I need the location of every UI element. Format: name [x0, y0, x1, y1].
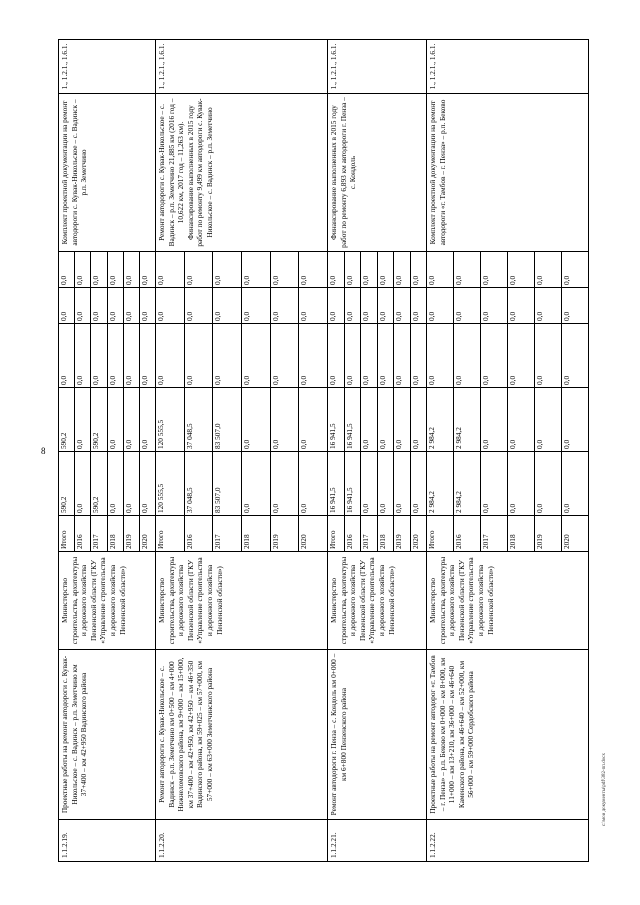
- total-cell: 0,0: [299, 503, 309, 513]
- c3-cell: 0,0: [299, 375, 309, 385]
- years-cell: Итого: [156, 516, 185, 551]
- c4-cell: 0,0: [410, 311, 420, 321]
- col-total: [328, 452, 427, 516]
- years-cell: 2020: [410, 534, 420, 549]
- total-cell: 0,0: [108, 452, 124, 515]
- c3-cell: 0,0: [394, 324, 411, 387]
- years-cell: 2018: [378, 516, 395, 551]
- row-description: Проектные работы на ремонт автодороги с. Кувак-Никольское – с. Вадинск – р.п. Земетчино км 37+400 – км 42+950 Вадинского района: [59, 650, 156, 820]
- col-years: [59, 516, 156, 552]
- c2-cell: 0,0: [481, 388, 508, 451]
- years-cell: Итого: [59, 516, 75, 551]
- c3-cell: 0,0: [454, 324, 481, 387]
- years-cell: 2017: [91, 516, 107, 551]
- c2-cell: 0,0: [75, 388, 91, 451]
- c3-cell: 0,0: [361, 324, 378, 387]
- c3-cell: 0,0: [185, 324, 214, 387]
- c2-list: [156, 388, 327, 451]
- c3-cell: 0,0: [59, 324, 75, 387]
- years-list: [156, 516, 327, 551]
- c4-cell: 0,0: [59, 288, 75, 323]
- row-description: Ремонт автодороги с. Кувак-Никольское – с. Вадинск – р.п. Земетчино км 0+500 – км 4+000 Нижнеломовского района, км 9+000 – км 15+000, км 37+400 – км 42+950, км 42+950 – км 46+350 Вадинского района, км 59+025 – км 57+000, км 57+000 – км 63+000 Земетчинского района: [156, 650, 328, 820]
- c3-list: [427, 324, 588, 387]
- col-c3: [156, 324, 328, 388]
- total-cell: 590,2: [59, 452, 75, 515]
- c4-cell: 0,0: [185, 288, 214, 323]
- c3-list: [156, 324, 327, 387]
- total-list: [156, 452, 327, 515]
- col-total: [156, 452, 328, 516]
- row-description: Проектные работы на ремонт автодорог «г. Тамбов – г. Пенза» – р.п. Бековo км 0+000 – км 8+000, км 11+000 – км 13+210, км 36+000 – км 46+640 Каменского района, км 46+640 – км 52+000, км 56+000 – км 59+000 Сердобского района: [427, 650, 589, 820]
- c3-cell: 0,0: [271, 324, 300, 387]
- row-number: 1.1.2.21.: [328, 820, 427, 862]
- c2-list: [328, 388, 426, 451]
- total-list: [328, 452, 426, 515]
- c4-cell: 0,0: [427, 288, 454, 323]
- c4-list: [427, 288, 588, 323]
- c5-cell: 0,0: [454, 252, 481, 287]
- c2-list: [427, 388, 588, 451]
- years-cell: Итого: [427, 516, 454, 551]
- row-link: 1., 1.2.1., 1.6.1.: [328, 40, 427, 94]
- c3-cell: 0,0: [242, 324, 271, 387]
- total-list: [427, 452, 588, 515]
- col-c2: [156, 388, 328, 452]
- years-list: [427, 516, 588, 551]
- col-total: [59, 452, 156, 516]
- total-cell: 37 048,5: [185, 452, 214, 515]
- c3-cell: 0,0: [378, 324, 395, 387]
- years-cell: 2020: [562, 534, 571, 549]
- total-cell: 0,0: [378, 452, 395, 515]
- c3-cell: 0,0: [75, 324, 91, 387]
- c4-cell: 0,0: [454, 288, 481, 323]
- row-number: 1.1.2.22.: [427, 820, 589, 862]
- c2-cell: 590,2: [59, 388, 75, 451]
- years-cell: 2016: [345, 516, 362, 551]
- col-years: [328, 516, 427, 552]
- row-result: Комплект проектной документации на ремонт автодороги «г. Тамбов – г. Пенза» – р.п. Бековo: [427, 94, 589, 252]
- c5-cell: 0,0: [108, 252, 124, 287]
- c4-list: [156, 288, 327, 323]
- c5-cell: 0,0: [427, 252, 454, 287]
- years-cell: 2018: [108, 516, 124, 551]
- total-cell: 0,0: [75, 452, 91, 515]
- c2-cell: 37 048,5: [185, 388, 214, 451]
- row-result: Ремонт автодороги с. Кувак-Никольское – с. Вадинск – р.п. Земетчино 21,885 км (2016 год – 10,622 км, 2017 год – 11,263 км). Финансирование выполненных в 2015 году работ по ремонту 9,499 км автодороги с. Кувак-Никольское – с. Вадинск – р.п. Земетчино: [156, 94, 328, 252]
- row-number: 1.1.2.20.: [156, 820, 328, 862]
- total-cell: 0,0: [410, 503, 420, 513]
- col-c3: [328, 324, 427, 388]
- c5-cell: 0,0: [535, 252, 562, 287]
- total-cell: 0,0: [124, 452, 140, 515]
- program-table: [58, 39, 589, 862]
- c5-list: [427, 252, 588, 287]
- col-c5: [59, 252, 156, 288]
- table-row: [427, 40, 589, 862]
- row-executor: Министерство строительства, архитектуры и дорожного хозяйства Пензенской области (ГКУ «Управление строительства и дорожного хозяйства Пензенской области»): [156, 552, 328, 650]
- c2-cell: 0,0: [562, 439, 571, 449]
- c3-cell: 0,0: [535, 324, 562, 387]
- years-cell: 2016: [454, 516, 481, 551]
- col-c2: [328, 388, 427, 452]
- years-cell: 2017: [361, 516, 378, 551]
- total-cell: 0,0: [508, 452, 535, 515]
- c2-cell: 0,0: [271, 388, 300, 451]
- c2-cell: 83 507,0: [213, 388, 242, 451]
- c5-cell: 0,0: [139, 275, 149, 285]
- c4-cell: 0,0: [213, 288, 242, 323]
- years-cell: Итого: [328, 516, 345, 551]
- c2-cell: 0,0: [124, 388, 140, 451]
- row-result: Комплект проектной документации на ремонт автодороги с. Кувак-Никольское – с. Вадинск – р.п. Земетчино: [59, 94, 156, 252]
- c5-list: [59, 252, 155, 287]
- years-cell: 2017: [481, 516, 508, 551]
- total-cell: 0,0: [361, 452, 378, 515]
- c2-cell: 2 984,2: [454, 388, 481, 451]
- total-cell: 590,2: [91, 452, 107, 515]
- c2-cell: 16 941,5: [345, 388, 362, 451]
- c2-cell: 0,0: [108, 388, 124, 451]
- c3-cell: 0,0: [156, 324, 185, 387]
- years-cell: 2016: [185, 516, 214, 551]
- c3-cell: 0,0: [410, 375, 420, 385]
- c2-cell: 16 941,5: [328, 388, 345, 451]
- c4-cell: 0,0: [508, 288, 535, 323]
- c5-cell: 0,0: [299, 275, 309, 285]
- col-total: [427, 452, 589, 516]
- c2-cell: 0,0: [394, 388, 411, 451]
- col-c2: [427, 388, 589, 452]
- table-row: [328, 40, 427, 862]
- c4-cell: 0,0: [394, 288, 411, 323]
- c3-cell: 0,0: [139, 375, 149, 385]
- c2-list: [59, 388, 155, 451]
- c4-cell: 0,0: [75, 288, 91, 323]
- row-executor: Министерство строительства, архитектуры и дорожного хозяйства Пензенской области (ГКУ «Управление строительства и дорожного хозяйства Пензенской области»): [328, 552, 427, 650]
- c4-cell: 0,0: [562, 311, 571, 321]
- row-description: Ремонт автодороги г. Пенза – с. Кондоль км 0+000 – км 6+800 Пензенского района: [328, 650, 427, 820]
- years-cell: 2020: [299, 534, 309, 549]
- row-executor: Министерство строительства, архитектуры и дорожного хозяйства Пензенской области (ГКУ «Управление строительства и дорожного хозяйства Пензенской области»): [427, 552, 589, 650]
- footer-path: c:\мои документы\pdf\382-пп.docx: [602, 753, 607, 826]
- c4-cell: 0,0: [481, 288, 508, 323]
- total-cell: 0,0: [271, 452, 300, 515]
- total-cell: 16 941,5: [345, 452, 362, 515]
- c4-cell: 0,0: [242, 288, 271, 323]
- years-cell: 2020: [139, 534, 149, 549]
- col-c4: [328, 288, 427, 324]
- total-cell: 2 984,2: [454, 452, 481, 515]
- c4-cell: 0,0: [378, 288, 395, 323]
- total-cell: 2 984,2: [427, 452, 454, 515]
- c3-cell: 0,0: [345, 324, 362, 387]
- c3-cell: 0,0: [108, 324, 124, 387]
- c2-cell: 590,2: [91, 388, 107, 451]
- total-list: [59, 452, 155, 515]
- c3-list: [59, 324, 155, 387]
- c2-cell: 0,0: [361, 388, 378, 451]
- col-c5: [427, 252, 589, 288]
- c4-cell: 0,0: [345, 288, 362, 323]
- c5-cell: 0,0: [328, 252, 345, 287]
- col-years: [156, 516, 328, 552]
- c5-cell: 0,0: [242, 252, 271, 287]
- years-cell: 2019: [535, 516, 562, 551]
- c2-cell: 0,0: [139, 439, 149, 449]
- col-c3: [427, 324, 589, 388]
- c5-cell: 0,0: [156, 252, 185, 287]
- years-cell: 2018: [242, 516, 271, 551]
- years-cell: 2019: [394, 516, 411, 551]
- c5-list: [156, 252, 327, 287]
- c5-cell: 0,0: [59, 252, 75, 287]
- c3-cell: 0,0: [427, 324, 454, 387]
- table-row: [156, 40, 328, 862]
- col-c5: [156, 252, 328, 288]
- col-c2: [59, 388, 156, 452]
- col-c5: [328, 252, 427, 288]
- row-link: 1., 1.2.1., 1.6.1.: [156, 40, 328, 94]
- page-number: 8: [41, 446, 46, 456]
- c5-cell: 0,0: [124, 252, 140, 287]
- c4-cell: 0,0: [156, 288, 185, 323]
- c2-cell: 120 555,5: [156, 388, 185, 451]
- c5-cell: 0,0: [378, 252, 395, 287]
- total-cell: 0,0: [481, 452, 508, 515]
- c2-cell: 0,0: [410, 439, 420, 449]
- c4-list: [328, 288, 426, 323]
- c5-cell: 0,0: [185, 252, 214, 287]
- total-cell: 120 555,5: [156, 452, 185, 515]
- total-cell: 0,0: [535, 452, 562, 515]
- total-cell: 0,0: [139, 503, 149, 513]
- c5-cell: 0,0: [410, 275, 420, 285]
- rotated-table-container: [58, 40, 588, 862]
- row-number: 1.1.2.19.: [59, 820, 156, 862]
- c5-list: [328, 252, 426, 287]
- row-result: Финансирование выполненных в 2015 году работ по ремонту 6,893 км автодороги г. Пенза – с. Кондоль: [328, 94, 427, 252]
- c2-cell: 0,0: [508, 388, 535, 451]
- c5-cell: 0,0: [508, 252, 535, 287]
- row-link: 1., 1.2.1., 1.6.1.: [59, 40, 156, 94]
- years-cell: 2019: [271, 516, 300, 551]
- c5-cell: 0,0: [271, 252, 300, 287]
- c4-cell: 0,0: [108, 288, 124, 323]
- years-cell: 2018: [508, 516, 535, 551]
- c3-cell: 0,0: [481, 324, 508, 387]
- c3-cell: 0,0: [328, 324, 345, 387]
- c5-cell: 0,0: [361, 252, 378, 287]
- years-cell: 2016: [75, 516, 91, 551]
- c3-cell: 0,0: [124, 324, 140, 387]
- c5-cell: 0,0: [394, 252, 411, 287]
- c2-cell: 0,0: [299, 439, 309, 449]
- col-years: [427, 516, 589, 552]
- years-cell: 2019: [124, 516, 140, 551]
- c3-list: [328, 324, 426, 387]
- total-cell: 16 941,5: [328, 452, 345, 515]
- c5-cell: 0,0: [91, 252, 107, 287]
- c5-cell: 0,0: [562, 275, 571, 285]
- c4-cell: 0,0: [91, 288, 107, 323]
- c3-cell: 0,0: [562, 375, 571, 385]
- c4-cell: 0,0: [299, 311, 309, 321]
- c4-cell: 0,0: [139, 311, 149, 321]
- c4-cell: 0,0: [271, 288, 300, 323]
- col-c4: [156, 288, 328, 324]
- c2-cell: 0,0: [535, 388, 562, 451]
- total-cell: 0,0: [242, 452, 271, 515]
- c3-cell: 0,0: [213, 324, 242, 387]
- c5-cell: 0,0: [75, 252, 91, 287]
- c4-list: [59, 288, 155, 323]
- c4-cell: 0,0: [328, 288, 345, 323]
- c3-cell: 0,0: [91, 324, 107, 387]
- table-body: [59, 40, 589, 862]
- years-cell: 2017: [213, 516, 242, 551]
- c5-cell: 0,0: [345, 252, 362, 287]
- col-c3: [59, 324, 156, 388]
- c2-cell: 0,0: [242, 388, 271, 451]
- col-c4: [427, 288, 589, 324]
- total-cell: 83 507,0: [213, 452, 242, 515]
- col-c4: [59, 288, 156, 324]
- c3-cell: 0,0: [508, 324, 535, 387]
- total-cell: 0,0: [562, 503, 571, 513]
- c5-cell: 0,0: [213, 252, 242, 287]
- years-list: [328, 516, 426, 551]
- years-list: [59, 516, 155, 551]
- c4-cell: 0,0: [124, 288, 140, 323]
- c5-cell: 0,0: [481, 252, 508, 287]
- c2-cell: 2 984,2: [427, 388, 454, 451]
- c2-cell: 0,0: [378, 388, 395, 451]
- c4-cell: 0,0: [535, 288, 562, 323]
- row-executor: Министерство строительства, архитектуры и дорожного хозяйства Пензенской области (ГКУ «Управление строительства и дорожного хозяйства Пензенской области»): [59, 552, 156, 650]
- row-link: 1., 1.2.1., 1.6.1.: [427, 40, 589, 94]
- c4-cell: 0,0: [361, 288, 378, 323]
- total-cell: 0,0: [394, 452, 411, 515]
- table-row: [59, 40, 156, 862]
